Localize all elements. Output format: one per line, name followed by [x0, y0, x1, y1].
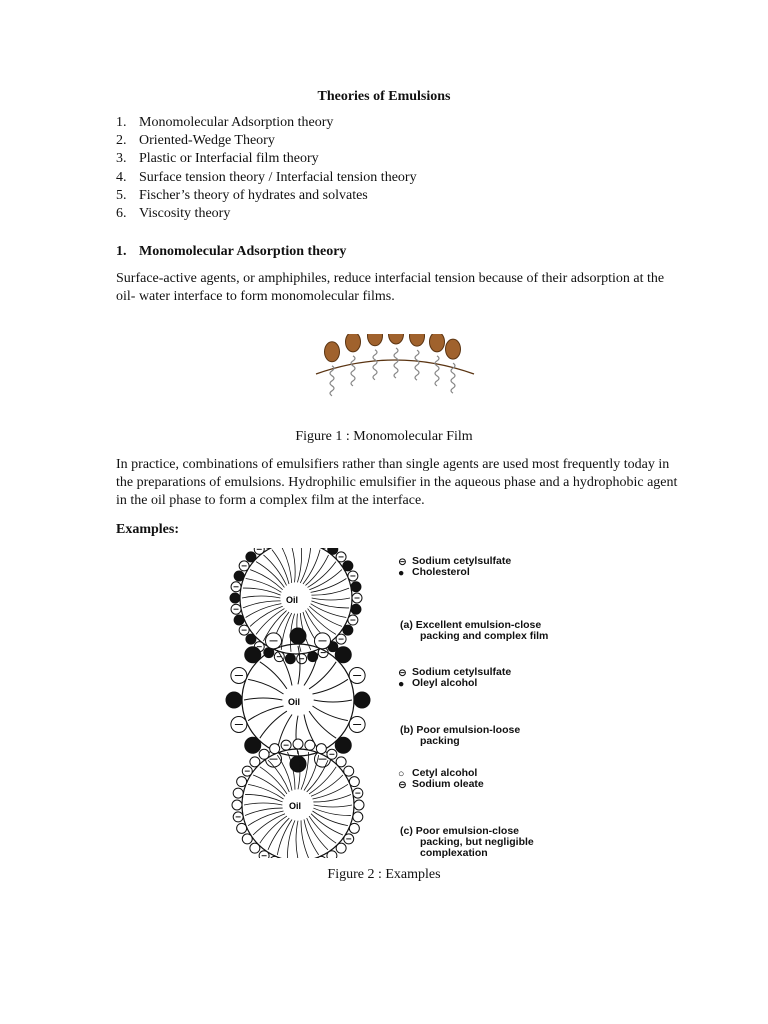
emulsifier-tail [303, 550, 320, 584]
emulsifier-tail [309, 711, 336, 738]
hydrophilic-head [389, 334, 404, 344]
emulsifier-tail [244, 803, 282, 805]
emulsifier-tail [301, 820, 308, 858]
filled-head [335, 737, 351, 753]
hydrophilic-head [410, 334, 425, 346]
open-circle-icon: ○ [398, 768, 405, 780]
filled-head [246, 552, 256, 562]
list-label: Viscosity theory [139, 205, 231, 221]
emulsifier-tail [248, 679, 283, 694]
caption-c-line-1: (c) Poor emulsion-close [400, 825, 520, 837]
caption-c-line-3: complexation [420, 847, 488, 859]
legend-a [398, 556, 511, 578]
hydrophobic-tail [330, 366, 334, 396]
list-item [116, 132, 417, 150]
filled-head [285, 654, 295, 664]
open-head [327, 851, 337, 858]
legend-b-item-2: Oleyl alcohol [412, 677, 478, 689]
section-heading-text: Monomolecular Adsorption theory [139, 244, 347, 259]
open-head [242, 834, 252, 844]
emulsifier-tail [244, 698, 282, 700]
open-head [270, 856, 280, 858]
caption-b-line-2: packing [420, 735, 460, 747]
emulsifier-tail [314, 805, 352, 807]
filled-head [351, 604, 361, 614]
hydrophilic-head [346, 334, 361, 352]
hydrophobic-tail [351, 356, 355, 386]
legend-a-item-2: Cholesterol [412, 566, 470, 578]
emulsifier-tail [312, 706, 347, 721]
minus-circle-icon: ⊖ [398, 667, 407, 679]
hydrophobic-tail [394, 348, 398, 378]
list-item [116, 150, 417, 168]
open-head [237, 823, 247, 833]
list-label: Fischer’s theory of hydrates and solvates [139, 187, 368, 203]
minus-circle-icon: ⊖ [398, 779, 407, 791]
list-item [116, 205, 417, 223]
emulsifier-tail [309, 570, 342, 590]
filled-head [226, 692, 242, 708]
page-title: Theories of Emulsions [317, 89, 451, 104]
list-number: 2. [116, 133, 127, 149]
filled-head [343, 625, 353, 635]
emulsifier-tail [242, 596, 280, 598]
filled-head [351, 582, 361, 592]
open-head [259, 851, 269, 858]
hydrophilic-head [430, 334, 445, 352]
emulsifier-tail [268, 818, 289, 850]
filled-head [290, 628, 306, 644]
caption-b-line-1: (b) Poor emulsion-loose [400, 724, 521, 736]
emulsifier-tail [248, 706, 283, 721]
filled-head [230, 593, 240, 603]
oil-label-a: Oil [286, 595, 299, 605]
filled-head [234, 615, 244, 625]
filled-head [246, 634, 256, 644]
legend-c-item-1: Cetyl alcohol [412, 767, 478, 779]
emulsifier-tail [245, 808, 283, 815]
open-head [349, 777, 359, 787]
open-head [336, 843, 346, 853]
open-head [316, 856, 326, 858]
figure-1-caption: Figure 1 : Monomolecular Film [295, 429, 473, 444]
filled-head [343, 561, 353, 571]
filled-head [335, 647, 351, 663]
emulsifier-tail [311, 588, 349, 595]
paragraph-adsorption: Surface-active agents, or amphiphiles, reduce interfacial tension because of their adsorption at the oil- water interface to form monomolecular films. [116, 271, 665, 304]
emulsifier-tail [313, 794, 351, 801]
open-head [336, 757, 346, 767]
figure-emulsion-examples [212, 548, 387, 858]
hydrophobic-tail [373, 350, 377, 380]
hydrophobic-tail [435, 356, 439, 386]
list-number: 5. [116, 187, 127, 203]
emulsifier-tail [287, 820, 294, 858]
open-head [259, 749, 269, 759]
list-label: Oriented-Wedge Theory [139, 133, 275, 149]
emulsifier-tail [253, 775, 285, 796]
oil-label-b: Oil [288, 697, 301, 707]
open-head [349, 823, 359, 833]
list-label: Monomolecular Adsorption theory [139, 115, 334, 130]
emulsifier-tail [298, 646, 300, 684]
emulsifier-tail [243, 601, 281, 608]
open-head [233, 788, 243, 798]
examples-heading: Examples: [116, 522, 179, 537]
hydrophilic-head [325, 342, 340, 362]
legend-a-item-1: Sodium cetylsulfate [412, 555, 512, 567]
open-head [270, 744, 280, 754]
open-head [344, 766, 354, 776]
list-label: Plastic or Interfacial film theory [139, 151, 319, 167]
caption-b [400, 725, 520, 747]
list-item [116, 114, 417, 132]
hydrophilic-head [368, 334, 383, 346]
section-heading [116, 243, 346, 261]
open-head [353, 812, 363, 822]
emulsifier-tail [260, 662, 287, 689]
emulsifier-tail [311, 601, 349, 608]
emulsifier-tail [296, 821, 298, 858]
hydrophilic-head [446, 339, 461, 359]
emulsifier-tail [312, 598, 350, 600]
open-head [250, 757, 260, 767]
filled-head [354, 692, 370, 708]
emulsifier-tail [291, 548, 295, 582]
emulsifier-tail [260, 711, 287, 738]
figure-monomolecular-film [310, 334, 480, 410]
emulsifier-tail [311, 814, 343, 835]
list-label: Surface tension theory / Interfacial tension theory [139, 169, 417, 185]
emulsifier-tail [256, 609, 284, 635]
filled-head [245, 737, 261, 753]
emulsifier-tail [308, 562, 336, 588]
emulsifier-tail [309, 662, 336, 689]
list-item [116, 187, 417, 205]
list-number: 4. [116, 169, 127, 185]
emulsifier-tail [263, 555, 286, 586]
list-number: 1. [116, 115, 127, 130]
open-head [316, 744, 326, 754]
list-number: 6. [116, 205, 127, 221]
figure-2-caption: Figure 2 : Examples [327, 867, 441, 882]
emulsifier-tail [243, 588, 281, 595]
legend-b [398, 667, 511, 689]
filled-head [328, 548, 338, 554]
caption-a [400, 620, 548, 642]
caption-a-line-2: packing and complex film [420, 630, 549, 642]
emulsifier-tail [297, 548, 301, 582]
filled-head [290, 756, 306, 772]
caption-c [400, 826, 534, 859]
filled-head [234, 571, 244, 581]
legend-c-item-2: Sodium oleate [412, 778, 484, 790]
minus-circle-icon: ⊖ [398, 556, 407, 568]
emulsifier-tail [248, 811, 283, 826]
legend-b-item-1: Sodium cetylsulfate [412, 666, 512, 678]
caption-a-line-1: (a) Excellent emulsion-close [400, 619, 542, 631]
legend-c [398, 768, 484, 790]
section-number: 1. [116, 244, 127, 259]
emulsifier-tail [313, 808, 351, 815]
hydrophobic-tail [415, 350, 419, 380]
open-head [237, 777, 247, 787]
open-head [354, 800, 364, 810]
paragraph-practice: In practice, combinations of emulsifiers rather than single agents are used most frequently today in the preparations of emulsions. Hydrophilic emulsifier in the aqueous phase and a hydrophobic agent in the oil phase to form a complex film at the interface. [116, 457, 678, 508]
filled-head [245, 647, 261, 663]
caption-c-line-2: packing, but negligible [420, 836, 534, 848]
emulsifier-tail [314, 700, 352, 702]
emulsifier-tail [304, 819, 319, 854]
open-head [250, 843, 260, 853]
emulsifier-tail [245, 794, 283, 801]
emulsifier-tail [312, 784, 347, 799]
emulsifier-tail [312, 679, 347, 694]
open-head [293, 739, 303, 749]
oil-label-c: Oil [289, 801, 302, 811]
emulsifier-tail [250, 606, 283, 626]
list-item [116, 169, 417, 187]
open-head [232, 800, 242, 810]
list-number: 3. [116, 151, 127, 167]
filled-circle-icon: ● [398, 567, 405, 579]
filled-circle-icon: ● [398, 678, 405, 690]
theory-list [116, 114, 417, 223]
open-head [305, 740, 315, 750]
